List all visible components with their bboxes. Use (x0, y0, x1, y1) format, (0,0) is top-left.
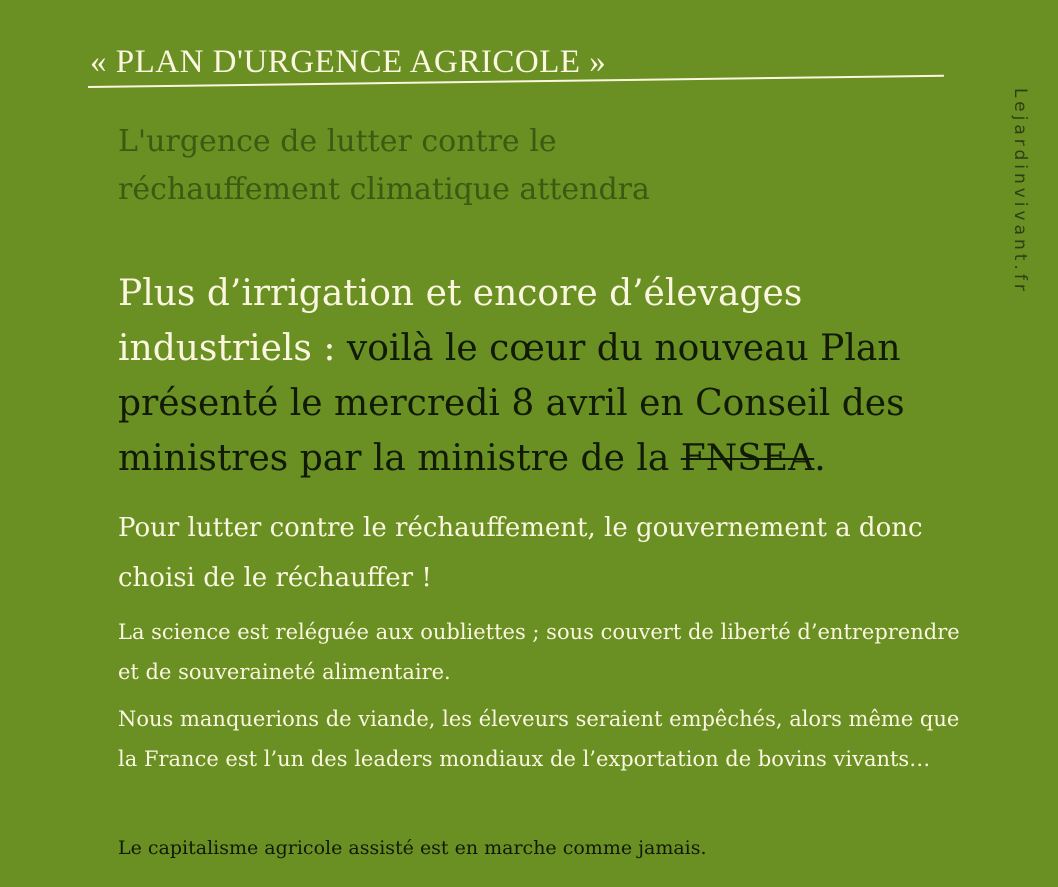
lead-end: . (814, 438, 826, 479)
paragraph-1: Pour lutter contre le réchauffement, le gouvernement a donc choisi de le réchauffer ! (118, 513, 923, 593)
subtitle-line-2: réchauffement climatique attendra (118, 172, 650, 207)
site-watermark: Lejardinvivant.fr (1010, 88, 1030, 295)
paragraph-3: Nous manquerions de viande, les éleveurs seraient empêchés, alors même que la France est l’un des leaders mondiaux de l’exportation de bovins vivants… (118, 707, 960, 771)
lead-paragraph (118, 266, 978, 486)
page-title: « PLAN D'URGENCE AGRICOLE » (90, 44, 607, 80)
lead-highlight: Plus d’irrigation et encore d’élevages industriels : (118, 273, 803, 369)
lead-struck-word: FNSEA (680, 438, 815, 479)
subtitle-line-1: L'urgence de lutter contre le (118, 124, 557, 159)
paragraph-4: Le capitalisme agricole assisté est en marche comme jamais. (118, 837, 707, 859)
paragraph-2: La science est reléguée aux oubliettes ; sous couvert de liberté d’entreprendre et de souveraineté alimentaire. (118, 620, 960, 684)
lead-text: voilà le cœur du nouveau Plan présenté le mercredi 8 avril en Conseil des ministres par la ministre de la (118, 328, 905, 479)
subtitle (118, 118, 818, 214)
